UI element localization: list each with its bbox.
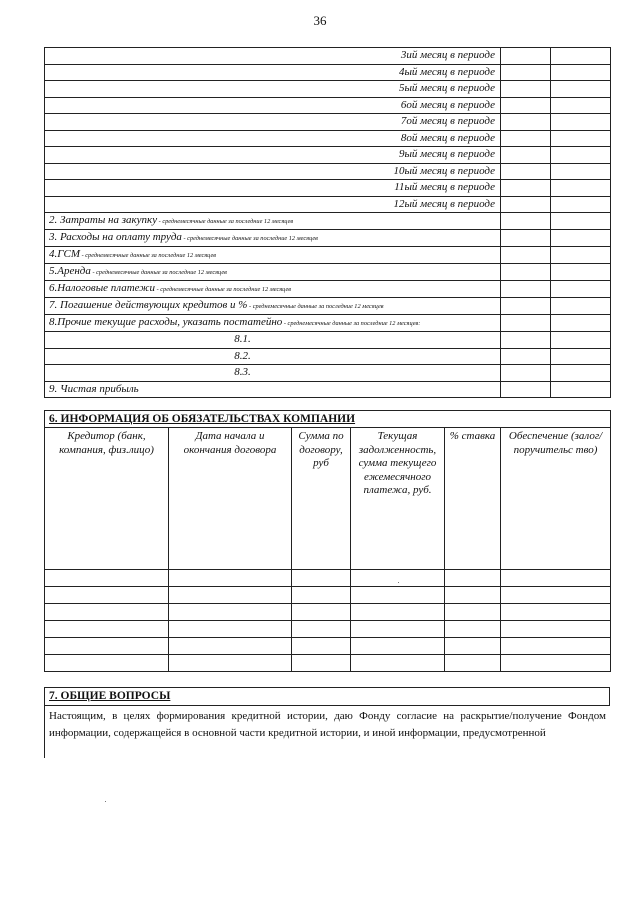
table-row [45, 281, 611, 298]
data-cell[interactable] [351, 655, 445, 672]
value-cell[interactable] [501, 315, 551, 332]
consent-text: Настоящим, в целях формирования кредитной истории, даю Фонду согласие на раскрытие/получение Фондом информации, содержащейся в основной части кредитной истории, и иной информации, предусмотренной [44, 706, 610, 758]
data-cell[interactable] [292, 604, 351, 621]
table-row [45, 655, 611, 672]
general-questions-section [44, 687, 610, 758]
data-cell[interactable] [501, 604, 611, 621]
value-cell[interactable] [501, 247, 551, 264]
data-cell[interactable] [445, 604, 501, 621]
value-cell[interactable] [551, 332, 611, 349]
value-cell[interactable] [501, 48, 551, 65]
section-6-title: 6. ИНФОРМАЦИЯ ОБ ОБЯЗАТЕЛЬСТВАХ КОМПАНИИ [45, 411, 611, 428]
value-cell[interactable] [501, 81, 551, 98]
value-cell[interactable] [501, 130, 551, 147]
data-cell[interactable] [501, 638, 611, 655]
month-label: 4ый месяц в периоде [45, 64, 501, 81]
data-cell[interactable] [45, 587, 169, 604]
value-cell[interactable] [551, 97, 611, 114]
value-cell[interactable] [501, 381, 551, 398]
data-cell[interactable] [501, 655, 611, 672]
expense-item [45, 281, 501, 298]
value-cell[interactable] [501, 180, 551, 197]
value-cell[interactable] [501, 298, 551, 315]
scan-speck [398, 582, 399, 583]
subitem-label: 8.1. [45, 332, 501, 349]
table-row [45, 196, 611, 213]
income-expense-table [44, 47, 611, 398]
table-row [45, 147, 611, 164]
net-profit-label: 9. Чистая прибыль [45, 381, 501, 398]
value-cell[interactable] [551, 180, 611, 197]
table-row [45, 163, 611, 180]
data-cell[interactable] [445, 621, 501, 638]
data-cell[interactable] [445, 655, 501, 672]
expense-item [45, 247, 501, 264]
value-cell[interactable] [551, 281, 611, 298]
expense-label: 3. Расходы на оплату труда [49, 231, 182, 243]
expense-item [45, 264, 501, 281]
data-cell[interactable] [292, 587, 351, 604]
data-cell[interactable] [169, 638, 292, 655]
expense-note: - среднемесячные данные за последние 12 месяцев: [282, 320, 421, 327]
section-title-row [45, 411, 611, 428]
data-cell[interactable] [169, 570, 292, 587]
data-cell[interactable] [501, 570, 611, 587]
table-row [45, 180, 611, 197]
table-row [45, 213, 611, 230]
expense-note: - среднемесячные данные за последние 12 месяцев [247, 303, 384, 310]
liabilities-table [44, 410, 611, 672]
data-cell[interactable] [45, 621, 169, 638]
scan-speck [105, 801, 106, 802]
expense-item [45, 315, 501, 332]
expense-item [45, 298, 501, 315]
expense-label: 8.Прочие текущие расходы, указать постатейно [49, 316, 283, 328]
month-label: 12ый месяц в периоде [45, 196, 501, 213]
value-cell[interactable] [551, 213, 611, 230]
column-header-rate: % ставка [445, 428, 501, 570]
value-cell[interactable] [551, 163, 611, 180]
column-header-contract-dates: Дата начала и окончания договора [169, 428, 292, 570]
expense-note: - среднемесячные данные за последние 12 месяцев [90, 269, 227, 276]
table-row [45, 264, 611, 281]
value-cell[interactable] [551, 48, 611, 65]
expense-label: 7. Погашение действующих кредитов и % [49, 299, 248, 311]
subitem-label: 8.3. [45, 365, 501, 382]
value-cell[interactable] [501, 213, 551, 230]
value-cell[interactable] [501, 348, 551, 365]
value-cell[interactable] [501, 332, 551, 349]
value-cell[interactable] [501, 264, 551, 281]
page-number: 36 [313, 13, 327, 28]
data-cell[interactable] [169, 621, 292, 638]
expense-label: 5.Аренда [49, 265, 91, 277]
data-cell[interactable] [501, 587, 611, 604]
data-cell[interactable] [292, 570, 351, 587]
data-cell[interactable] [445, 587, 501, 604]
data-cell[interactable] [445, 570, 501, 587]
table-row [45, 64, 611, 81]
data-cell[interactable] [351, 621, 445, 638]
table-row [45, 638, 611, 655]
expense-label: 4.ГСМ [49, 248, 81, 260]
data-cell[interactable] [351, 638, 445, 655]
value-cell[interactable] [501, 64, 551, 81]
data-cell[interactable] [45, 604, 169, 621]
value-cell[interactable] [551, 264, 611, 281]
table-row [45, 130, 611, 147]
month-label: 8ой месяц в периоде [45, 130, 501, 147]
section-7-title: 7. ОБЩИЕ ВОПРОСЫ [44, 687, 610, 706]
table-row [45, 587, 611, 604]
expense-note: - среднемесячные данные за последние 12 месяцев [181, 235, 318, 242]
value-cell[interactable] [501, 163, 551, 180]
value-cell[interactable] [501, 230, 551, 247]
value-cell[interactable] [551, 81, 611, 98]
value-cell[interactable] [551, 315, 611, 332]
expense-label: 2. Затраты на закупку [49, 214, 158, 226]
data-cell[interactable] [45, 638, 169, 655]
table-row [45, 332, 611, 349]
data-cell[interactable] [292, 638, 351, 655]
data-cell[interactable] [169, 604, 292, 621]
table-row [45, 621, 611, 638]
data-cell[interactable] [45, 570, 169, 587]
data-cell[interactable] [169, 655, 292, 672]
data-cell[interactable] [169, 587, 292, 604]
value-cell[interactable] [551, 196, 611, 213]
expense-note: - среднемесячные данные за последние 12 месяцев [155, 286, 291, 293]
month-label: 10ый месяц в периоде [45, 163, 501, 180]
table-row [45, 247, 611, 264]
column-header-creditor: Кредитор (банк, компания, физ.лицо) [45, 428, 169, 570]
value-cell[interactable] [551, 381, 611, 398]
value-cell[interactable] [551, 147, 611, 164]
table-row [45, 604, 611, 621]
value-cell[interactable] [551, 247, 611, 264]
data-cell[interactable] [351, 604, 445, 621]
data-cell[interactable] [292, 655, 351, 672]
value-cell[interactable] [551, 365, 611, 382]
table-row [45, 315, 611, 332]
expense-note: - среднемесячные данные за последние 12 месяцев [157, 218, 294, 225]
month-label: 6ой месяц в периоде [45, 97, 501, 114]
month-label: 5ый месяц в периоде [45, 81, 501, 98]
header-row [45, 428, 611, 570]
month-label: 7ой месяц в периоде [45, 114, 501, 131]
column-header-collateral: Обеспечение (залог/поручительс тво) [501, 428, 611, 570]
table-row [45, 48, 611, 65]
expense-label: 6.Налоговые платежи [49, 282, 155, 294]
value-cell[interactable] [551, 130, 611, 147]
table-row [45, 81, 611, 98]
month-label: 3ий месяц в периоде [45, 48, 501, 65]
table-row [45, 570, 611, 587]
table-row [45, 365, 611, 382]
table-row [45, 230, 611, 247]
value-cell[interactable] [501, 281, 551, 298]
data-cell[interactable] [351, 570, 445, 587]
subitem-label: 8.2. [45, 348, 501, 365]
data-cell[interactable] [501, 621, 611, 638]
expense-note: - среднемесячные данные за последние 12 месяцев [80, 252, 217, 259]
data-cell[interactable] [45, 655, 169, 672]
expense-item [45, 213, 501, 230]
table-row [45, 97, 611, 114]
value-cell[interactable] [501, 147, 551, 164]
value-cell[interactable] [551, 230, 611, 247]
value-cell[interactable] [551, 348, 611, 365]
data-cell[interactable] [292, 621, 351, 638]
column-header-current-debt: Текущая задолженность, сумма текущего ежемесячного платежа, руб. [351, 428, 445, 570]
month-label: 11ый месяц в периоде [45, 180, 501, 197]
column-header-contract-amount: Сумма по договору, руб [292, 428, 351, 570]
value-cell[interactable] [551, 64, 611, 81]
expense-item [45, 230, 501, 247]
data-cell[interactable] [445, 638, 501, 655]
value-cell[interactable] [501, 97, 551, 114]
value-cell[interactable] [551, 298, 611, 315]
data-cell[interactable] [351, 587, 445, 604]
value-cell[interactable] [501, 365, 551, 382]
value-cell[interactable] [501, 114, 551, 131]
value-cell[interactable] [551, 114, 611, 131]
table-row [45, 348, 611, 365]
month-label: 9ый месяц в периоде [45, 147, 501, 164]
table-row [45, 114, 611, 131]
table-row [45, 381, 611, 398]
value-cell[interactable] [501, 196, 551, 213]
table-row [45, 298, 611, 315]
